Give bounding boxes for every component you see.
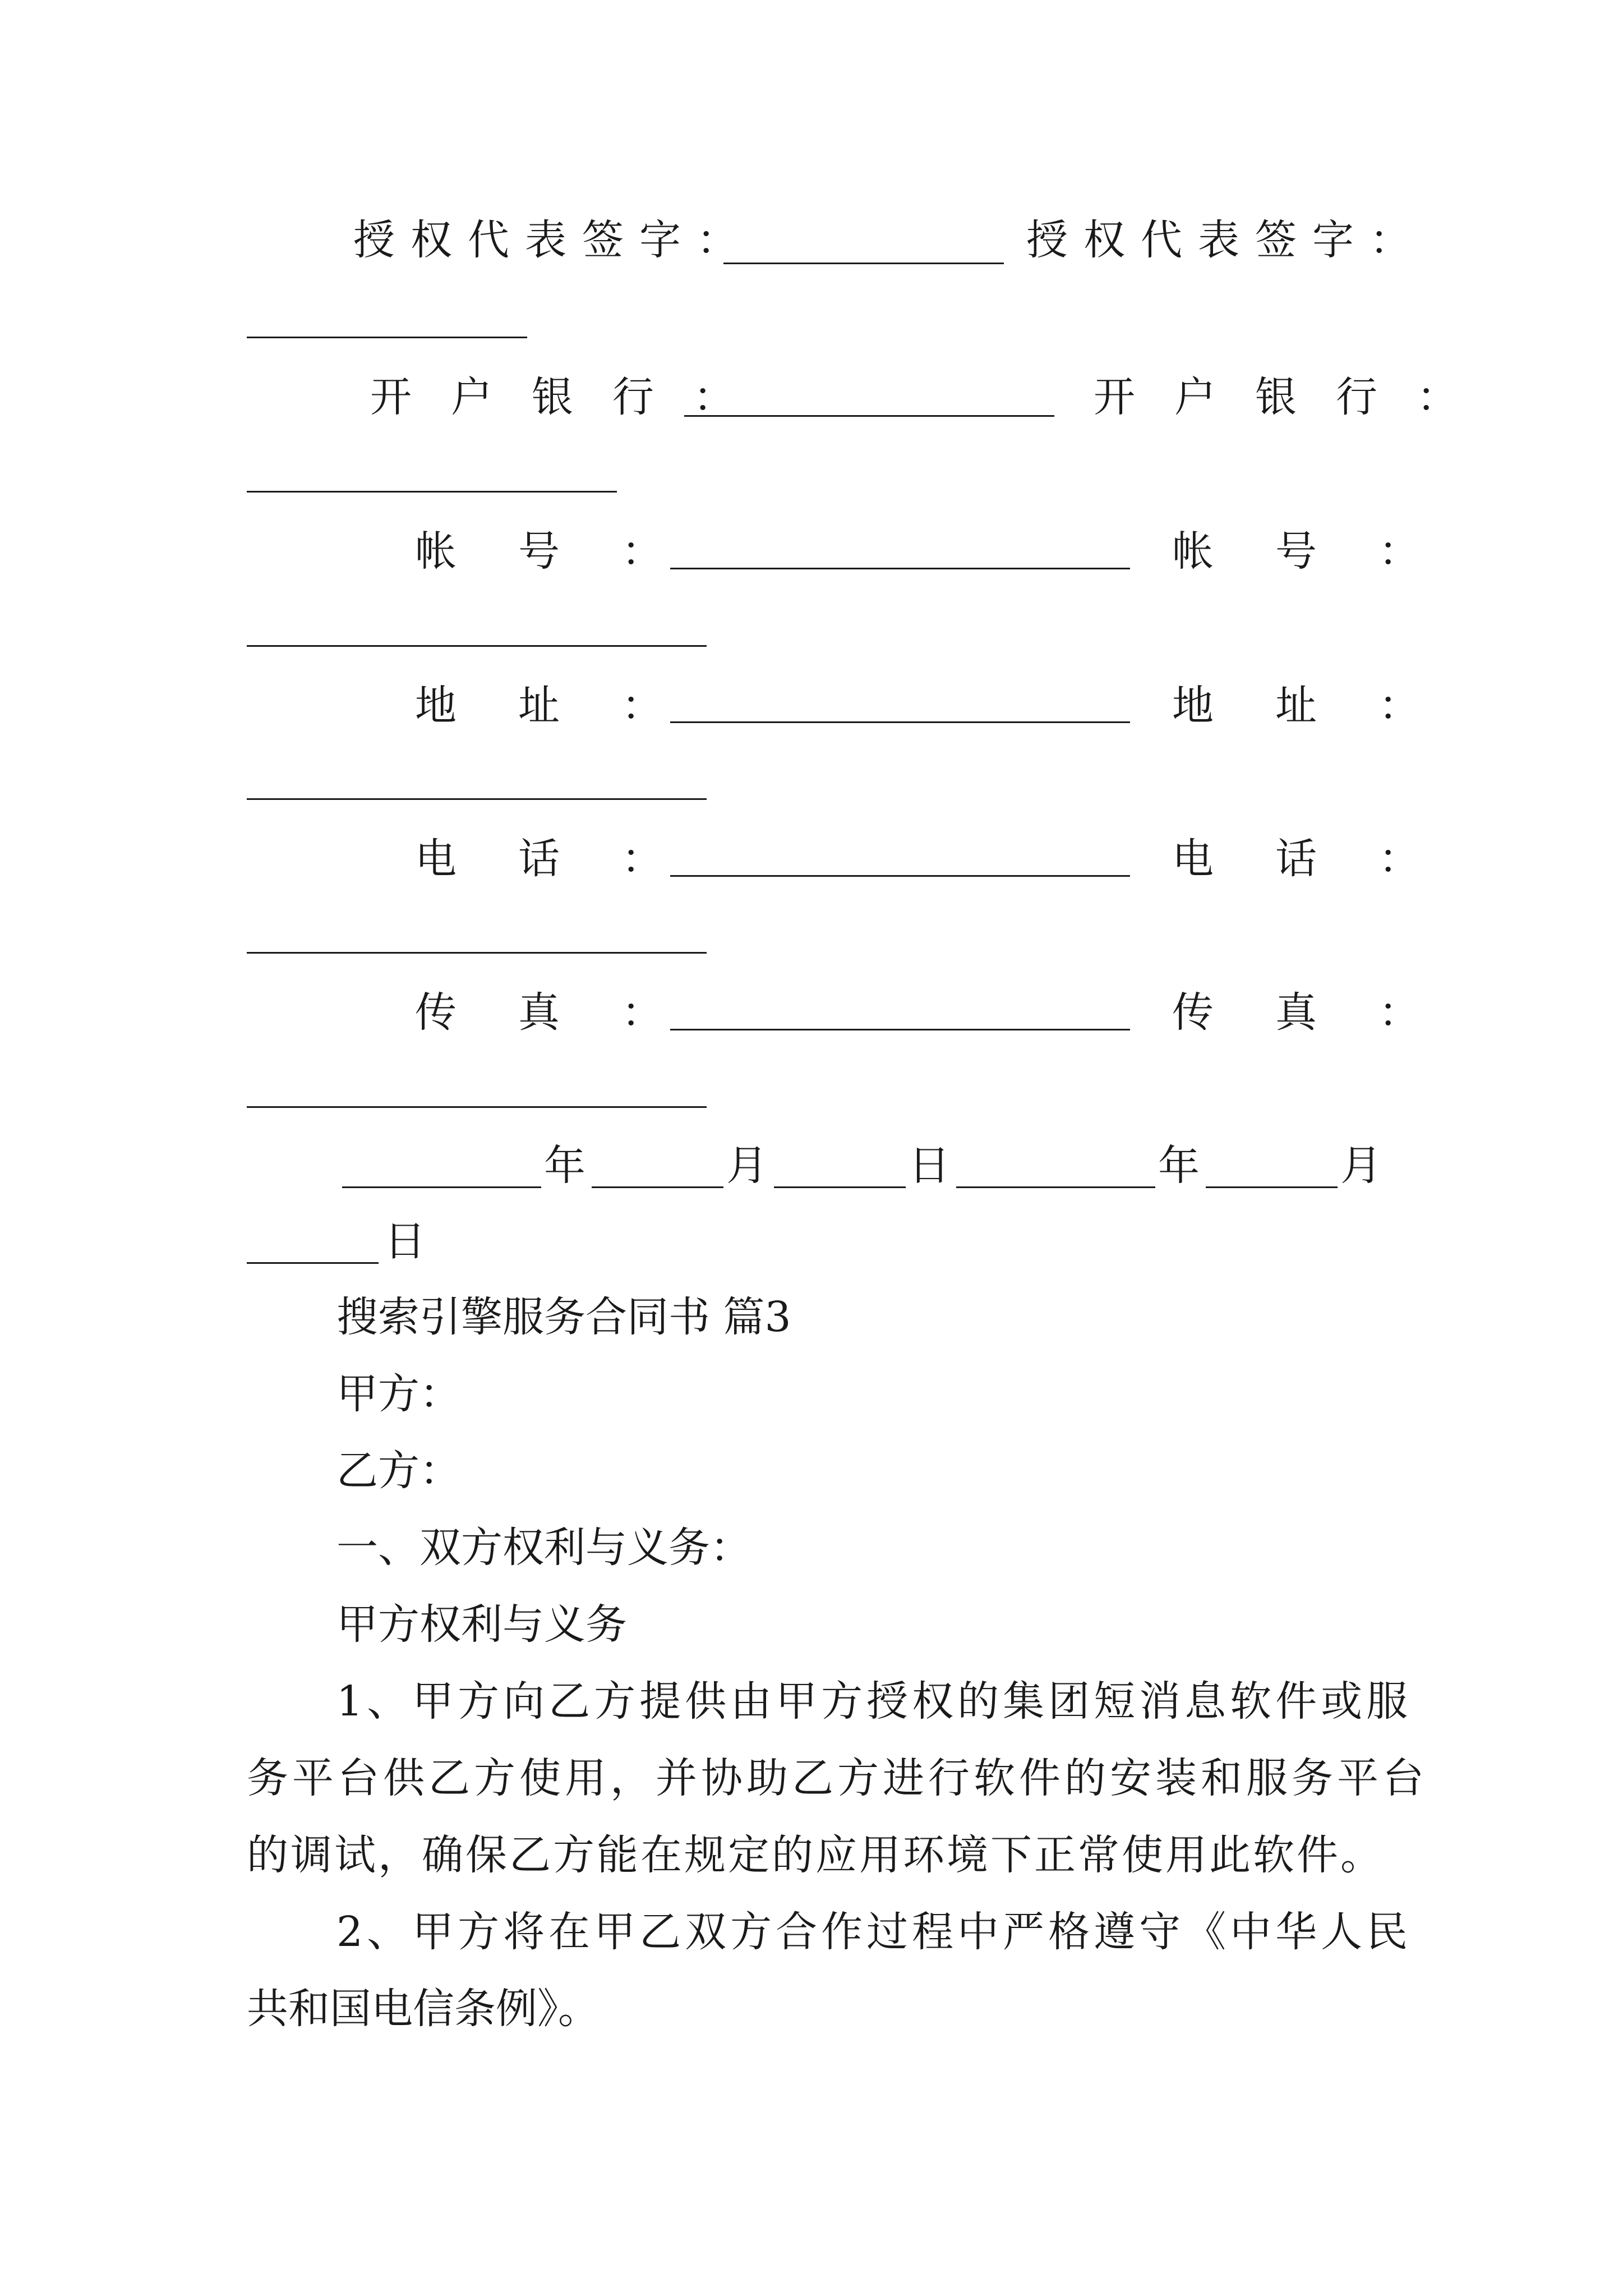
address-label-left: 地址：	[415, 682, 725, 730]
item2-line2: 共和国电信条例》。	[247, 1985, 600, 2033]
account-label-left: 帐号：	[415, 527, 725, 576]
signature-blank-right[interactable]	[247, 337, 527, 338]
item2-line1: 2、甲方将在甲乙双方合作过程中严格遵守《中华人民	[336, 1908, 1412, 1956]
date-day-blank-right[interactable]	[247, 1262, 379, 1264]
fax-blank-left[interactable]	[670, 1029, 1130, 1030]
bank-blank-left[interactable]	[684, 415, 1054, 417]
date-month-blank-left[interactable]	[592, 1186, 723, 1188]
bank-label-right: 开户银行：	[1094, 373, 1497, 421]
signature-blank-left[interactable]	[723, 263, 1004, 264]
signature-label-left: 授权代表签字：	[353, 216, 754, 264]
date-year-blank-right[interactable]	[956, 1186, 1155, 1188]
section-heading: 一、双方权利与义务：	[336, 1524, 751, 1572]
phone-label-right: 电话：	[1172, 835, 1482, 883]
date-day-right: 日	[384, 1217, 426, 1266]
party-b-label: 乙方：	[336, 1447, 461, 1495]
date-month-left: 月	[726, 1142, 768, 1190]
account-blank-right[interactable]	[247, 645, 707, 647]
phone-label-left: 电话：	[415, 835, 725, 883]
account-blank-left[interactable]	[670, 568, 1130, 569]
bank-blank-right[interactable]	[247, 491, 617, 493]
fax-label-left: 传真：	[415, 988, 725, 1037]
fax-label-right: 传真：	[1172, 988, 1482, 1037]
date-month-blank-right[interactable]	[1206, 1186, 1338, 1188]
phone-blank-right[interactable]	[247, 952, 707, 954]
date-day-blank-left[interactable]	[774, 1186, 906, 1188]
date-year-blank-left[interactable]	[342, 1186, 541, 1188]
party-a-label: 甲方：	[336, 1370, 461, 1418]
section-subheading: 甲方权利与义务	[336, 1600, 627, 1649]
date-year-right: 年	[1158, 1142, 1200, 1190]
date-day-left: 日	[909, 1142, 950, 1190]
address-blank-left[interactable]	[670, 721, 1130, 723]
item1-line2: 务平台供乙方使用，并协助乙方进行软件的安装和服务平台	[247, 1754, 1428, 1802]
fax-blank-right[interactable]	[247, 1106, 707, 1108]
bank-label-left: 开户银行：	[370, 373, 774, 421]
signature-label-right: 授权代表签字：	[1026, 216, 1427, 264]
account-label-right: 帐号：	[1172, 527, 1482, 576]
item1-line3: 的调试，确保乙方能在规定的应用环境下正常使用此软件。	[247, 1831, 1384, 1879]
date-month-right: 月	[1340, 1142, 1382, 1190]
date-year-left: 年	[544, 1142, 585, 1190]
address-label-right: 地址：	[1172, 682, 1482, 730]
phone-blank-left[interactable]	[670, 875, 1130, 877]
address-blank-right[interactable]	[247, 798, 707, 800]
item1-line1: 1、甲方向乙方提供由甲方授权的集团短消息软件或服	[336, 1677, 1412, 1726]
section-title: 搜索引擎服务合同书 篇3	[336, 1293, 791, 1341]
